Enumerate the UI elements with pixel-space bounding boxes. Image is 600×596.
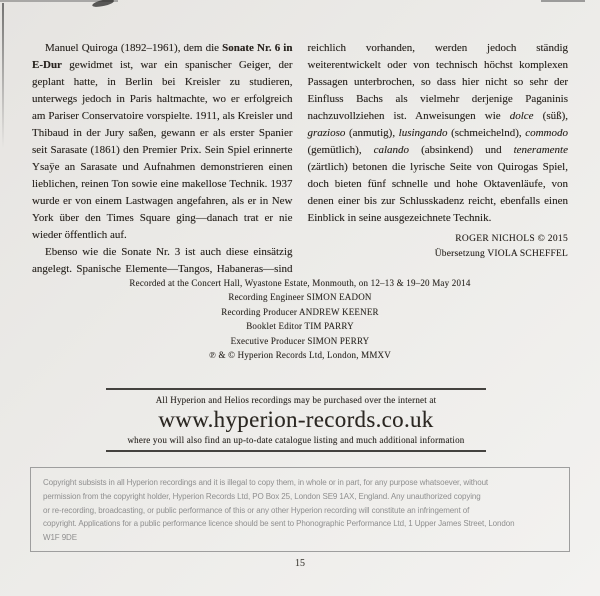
purchase-intro: All Hyperion and Helios recordings may be purchased over the internet at — [155, 395, 437, 405]
text-segment: Sonate Nr. 6 in E-Dur — [32, 42, 293, 71]
text-segment: gewidmet ist, war ein spanischer Geiger, der geplant hatte, in Berlin bei Kreisler zu studieren, unterwegs jedoch in Paris haltmachte, wo er erfolgreich am Pariser Conservatoire vorspielte. 1911, als Kreisler und Thibaud in der Jury saßen, gewann er als erster Spanier seit Sarasate (1861) den Premier Prix. Sein Spiel erinnerte Ysaÿe an Sarasate und Aufnahmen demonstrieren einen lieblichen, reinen Ton sowie eine makellose Technik. 1937 wurde er von einem Lastwagen angefahren, als er in New York über den Times Square ging—danach trat er nie wieder öffentlich auf. — [32, 59, 293, 241]
purchase-info-box — [106, 388, 486, 452]
copyright-line: permission from the copyright holder, Hyperion Records Ltd, PO Box 25, London SE9 1AX, England. Any unauthorized copying — [43, 491, 481, 501]
credits-line: Recorded at the Concert Hall, Wyastone Estate, Monmouth, on 12–13 & 19–20 May 2014 — [129, 278, 471, 288]
purchase-outro: where you will also find an up-to-date catalogue listing and much additional information — [127, 435, 465, 445]
text-segment: calando — [373, 144, 410, 156]
credits-line: Recording Producer ANDREW KEENER — [221, 306, 379, 317]
copyright-line: W1F 9DE — [43, 533, 77, 543]
text-segment: (schmeichelnd), — [447, 127, 526, 139]
article-right-column — [308, 40, 569, 278]
text-segment: (süß), — [533, 110, 569, 122]
text-segment: teneramente — [513, 144, 568, 156]
scan-artifact-smudge — [92, 0, 115, 8]
hyperion-website-url: www.hyperion-records.co.uk — [158, 407, 434, 432]
paragraph-sonata-form-continued — [308, 40, 569, 227]
text-segment: (zärtlich) betonen die lyrische Seite von Quirogas Spiel, doch bieten fünf schnelle und hohe Oktavenläufe, von denen einer bis zur Schlusskadenz reicht, ebenfalls einen Einblick in seine ausgezeichnete Technik. — [307, 161, 568, 224]
text-segment: dolce — [509, 110, 534, 122]
article-columns — [32, 40, 568, 278]
credits-line: Executive Producer SIMON PERRY — [230, 335, 370, 346]
paragraph-quiroga-bio — [32, 40, 293, 244]
text-segment: lusingando — [398, 127, 448, 139]
scan-artifact-top-right-edge — [541, 0, 585, 2]
text-segment: grazioso — [307, 127, 346, 139]
byline — [308, 232, 569, 262]
recording-credits — [0, 276, 600, 362]
credits-line: Booklet Editor TIM PARRY — [246, 321, 354, 332]
credits-line: Recording Engineer SIMON EADON — [228, 292, 372, 303]
copyright-line: copyright. Applications for a public performance licence should be sent to Phonographic Performance Ltd, 1 Upper James Street, London — [43, 519, 515, 529]
text-segment: reichlich vorhanden, werden jedoch ständig weiterentwickelt oder von technisch höchst komplexen Passagen unterbrochen, so dass hier nicht so sehr der Einfluss Bachs als vielmehr derjenige Paganinis nachzuvollziehen ist. Anweisungen wie — [307, 42, 568, 122]
paragraph-sonata-form — [32, 244, 293, 278]
text-segment: commodo — [525, 127, 568, 139]
credits-line: ℗ & © Hyperion Records Ltd, London, MMXV — [209, 350, 391, 361]
text-segment: Manuel Quiroga (1892–1961), dem die — [45, 42, 223, 54]
text-segment: (gemütlich), — [307, 144, 374, 156]
text-segment: (absinkend) und — [409, 144, 514, 156]
text-segment: (anmutig), — [345, 127, 399, 139]
article-left-column — [32, 40, 293, 278]
byline-translator: Übersetzung VIOLA SCHEFFEL — [434, 249, 568, 259]
copyright-line: or re-recording, broadcasting, or public performance of this or any other Hyperion recording will constitute an infringement of — [43, 505, 470, 515]
page-number: 15 — [295, 558, 305, 569]
text-segment: Ebenso wie die Sonate Nr. 3 ist auch diese einsätzig angelegt. Spanische Elemente—Tangos, Habaneras—sind — [32, 246, 293, 275]
byline-author: ROGER NICHOLS © 2015 — [455, 234, 568, 244]
copyright-line: Copyright subsists in all Hyperion recordings and it is illegal to copy them, in whole or in part, for any purpose whatsoever, without — [43, 478, 489, 487]
copyright-notice-box — [30, 467, 570, 552]
scan-artifact-left-edge — [2, 3, 4, 148]
